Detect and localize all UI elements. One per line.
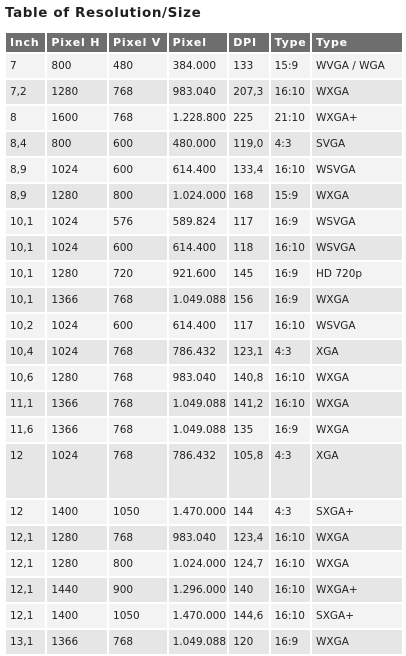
cell-pixel: 480.000 xyxy=(169,132,228,158)
cell-inch: 12,1 xyxy=(6,578,45,604)
cell-inch: 12,1 xyxy=(6,552,45,578)
cell-inch: 11,6 xyxy=(6,418,45,444)
cell-type-ratio: 16:9 xyxy=(271,262,310,288)
cell-inch: 12,1 xyxy=(6,526,45,552)
cell-dpi: 118 xyxy=(229,236,268,262)
cell-pixel: 1.049.088 xyxy=(169,392,228,418)
table-row xyxy=(6,340,402,366)
table-row xyxy=(6,158,402,184)
cell-pixel-v: 600 xyxy=(109,158,167,184)
cell-type-ratio: 16:10 xyxy=(271,552,310,578)
header-type-name: Type xyxy=(312,33,402,54)
table-row xyxy=(6,210,402,236)
cell-type-ratio: 16:10 xyxy=(271,526,310,552)
cell-type-ratio: 4:3 xyxy=(271,340,310,366)
cell-pixel-v: 768 xyxy=(109,340,167,366)
cell-dpi: 145 xyxy=(229,262,268,288)
header-dpi: DPI xyxy=(229,33,268,54)
cell-inch: 8,9 xyxy=(6,158,45,184)
cell-pixel: 589.824 xyxy=(169,210,228,236)
cell-pixel: 614.400 xyxy=(169,314,228,340)
cell-pixel: 983.040 xyxy=(169,80,228,106)
page-title: Table of Resolution/Size xyxy=(5,5,202,21)
cell-type-name: WSVGA xyxy=(312,314,402,340)
cell-pixel-v: 1050 xyxy=(109,604,167,630)
cell-type-name: WXGA xyxy=(312,392,402,418)
cell-dpi: 140 xyxy=(229,578,268,604)
table-row xyxy=(6,526,402,552)
cell-dpi: 117 xyxy=(229,314,268,340)
cell-pixel-v: 800 xyxy=(109,184,167,210)
table-row xyxy=(6,236,402,262)
cell-type-name: WXGA xyxy=(312,80,402,106)
cell-type-ratio: 16:10 xyxy=(271,578,310,604)
cell-type-ratio: 16:9 xyxy=(271,418,310,444)
cell-inch: 13,1 xyxy=(6,630,45,656)
cell-type-name: WXGA+ xyxy=(312,106,402,132)
table-row xyxy=(6,500,402,526)
header-pixel-v: Pixel V xyxy=(109,33,167,54)
cell-type-name: WXGA xyxy=(312,184,402,210)
cell-pixel: 384.000 xyxy=(169,54,228,80)
cell-dpi: 133,4 xyxy=(229,158,268,184)
cell-type-ratio: 4:3 xyxy=(271,444,310,500)
cell-type-name: WSVGA xyxy=(312,236,402,262)
cell-pixel-v: 800 xyxy=(109,552,167,578)
cell-inch: 10,6 xyxy=(6,366,45,392)
cell-pixel-h: 1024 xyxy=(47,314,107,340)
table-body xyxy=(6,54,402,656)
cell-pixel: 1.024.000 xyxy=(169,552,228,578)
cell-pixel-v: 900 xyxy=(109,578,167,604)
cell-pixel-h: 1366 xyxy=(47,630,107,656)
table-row xyxy=(6,132,402,158)
cell-pixel: 921.600 xyxy=(169,262,228,288)
cell-inch: 12,1 xyxy=(6,604,45,630)
cell-pixel: 1.049.088 xyxy=(169,418,228,444)
cell-inch: 11,1 xyxy=(6,392,45,418)
table-header-row xyxy=(6,33,402,54)
header-inch: Inch xyxy=(6,33,45,54)
table-row xyxy=(6,80,402,106)
cell-dpi: 207,3 xyxy=(229,80,268,106)
cell-pixel-v: 600 xyxy=(109,132,167,158)
cell-pixel-h: 1366 xyxy=(47,392,107,418)
cell-pixel-h: 1366 xyxy=(47,418,107,444)
cell-pixel-v: 768 xyxy=(109,418,167,444)
header-pixel-h: Pixel H xyxy=(47,33,107,54)
cell-pixel-h: 1024 xyxy=(47,210,107,236)
table-row xyxy=(6,366,402,392)
cell-type-ratio: 16:10 xyxy=(271,392,310,418)
cell-dpi: 156 xyxy=(229,288,268,314)
cell-pixel-h: 1024 xyxy=(47,340,107,366)
cell-pixel-h: 800 xyxy=(47,132,107,158)
cell-pixel-h: 1600 xyxy=(47,106,107,132)
cell-type-name: WXGA xyxy=(312,552,402,578)
cell-pixel-v: 720 xyxy=(109,262,167,288)
cell-pixel: 786.432 xyxy=(169,340,228,366)
cell-pixel-h: 1280 xyxy=(47,80,107,106)
cell-pixel: 983.040 xyxy=(169,366,228,392)
cell-dpi: 120 xyxy=(229,630,268,656)
table-row xyxy=(6,444,402,500)
cell-inch: 8,4 xyxy=(6,132,45,158)
cell-type-name: SXGA+ xyxy=(312,604,402,630)
cell-inch: 10,1 xyxy=(6,210,45,236)
table-row xyxy=(6,392,402,418)
cell-type-name: HD 720p xyxy=(312,262,402,288)
cell-type-ratio: 15:9 xyxy=(271,184,310,210)
cell-type-ratio: 16:9 xyxy=(271,288,310,314)
cell-pixel: 1.470.000 xyxy=(169,604,228,630)
cell-pixel: 1.228.800 xyxy=(169,106,228,132)
table-row xyxy=(6,54,402,80)
cell-type-name: WSVGA xyxy=(312,158,402,184)
cell-pixel-h: 1366 xyxy=(47,288,107,314)
cell-pixel-v: 600 xyxy=(109,236,167,262)
header-type-ratio: Type xyxy=(271,33,310,54)
cell-dpi: 144,6 xyxy=(229,604,268,630)
table-row xyxy=(6,630,402,656)
cell-dpi: 144 xyxy=(229,500,268,526)
cell-pixel: 1.296.000 xyxy=(169,578,228,604)
cell-pixel-v: 576 xyxy=(109,210,167,236)
cell-pixel-h: 1280 xyxy=(47,184,107,210)
cell-inch: 10,4 xyxy=(6,340,45,366)
cell-type-ratio: 16:9 xyxy=(271,630,310,656)
cell-dpi: 119,0 xyxy=(229,132,268,158)
cell-inch: 12 xyxy=(6,444,45,500)
cell-pixel: 1.470.000 xyxy=(169,500,228,526)
cell-type-ratio: 4:3 xyxy=(271,132,310,158)
cell-type-name: WXGA+ xyxy=(312,578,402,604)
cell-pixel-v: 768 xyxy=(109,80,167,106)
cell-type-name: SXGA+ xyxy=(312,500,402,526)
cell-type-ratio: 16:10 xyxy=(271,158,310,184)
cell-dpi: 225 xyxy=(229,106,268,132)
cell-pixel-v: 768 xyxy=(109,630,167,656)
cell-pixel-h: 1024 xyxy=(47,158,107,184)
cell-inch: 10,2 xyxy=(6,314,45,340)
table-row xyxy=(6,106,402,132)
cell-type-name: WXGA xyxy=(312,288,402,314)
table-row xyxy=(6,604,402,630)
cell-dpi: 135 xyxy=(229,418,268,444)
cell-type-name: XGA xyxy=(312,340,402,366)
table-row xyxy=(6,314,402,340)
cell-pixel: 983.040 xyxy=(169,526,228,552)
header-pixel: Pixel xyxy=(169,33,228,54)
cell-type-ratio: 16:10 xyxy=(271,236,310,262)
cell-type-name: WVGA / WGA xyxy=(312,54,402,80)
cell-pixel-h: 1400 xyxy=(47,500,107,526)
cell-type-ratio: 16:10 xyxy=(271,366,310,392)
resolution-table xyxy=(4,33,404,656)
cell-pixel-v: 480 xyxy=(109,54,167,80)
cell-pixel-v: 768 xyxy=(109,288,167,314)
cell-pixel-v: 768 xyxy=(109,444,167,500)
cell-inch: 7,2 xyxy=(6,80,45,106)
table-row xyxy=(6,262,402,288)
cell-pixel-h: 1024 xyxy=(47,236,107,262)
cell-pixel-v: 768 xyxy=(109,392,167,418)
cell-pixel-v: 768 xyxy=(109,526,167,552)
cell-pixel-h: 1024 xyxy=(47,444,107,500)
cell-pixel: 1.049.088 xyxy=(169,630,228,656)
cell-type-ratio: 16:10 xyxy=(271,80,310,106)
cell-type-ratio: 16:10 xyxy=(271,314,310,340)
cell-pixel-v: 600 xyxy=(109,314,167,340)
cell-type-ratio: 4:3 xyxy=(271,500,310,526)
cell-inch: 8 xyxy=(6,106,45,132)
table-row xyxy=(6,288,402,314)
cell-dpi: 141,2 xyxy=(229,392,268,418)
cell-inch: 7 xyxy=(6,54,45,80)
cell-type-ratio: 15:9 xyxy=(271,54,310,80)
cell-type-name: WSVGA xyxy=(312,210,402,236)
cell-pixel: 786.432 xyxy=(169,444,228,500)
cell-pixel: 614.400 xyxy=(169,158,228,184)
cell-type-name: WXGA xyxy=(312,630,402,656)
cell-inch: 10,1 xyxy=(6,236,45,262)
cell-pixel-h: 800 xyxy=(47,54,107,80)
cell-dpi: 117 xyxy=(229,210,268,236)
cell-type-ratio: 16:10 xyxy=(271,604,310,630)
cell-dpi: 168 xyxy=(229,184,268,210)
cell-pixel-h: 1280 xyxy=(47,526,107,552)
cell-type-ratio: 16:9 xyxy=(271,210,310,236)
cell-pixel-h: 1280 xyxy=(47,552,107,578)
cell-pixel-h: 1280 xyxy=(47,262,107,288)
cell-type-name: WXGA xyxy=(312,418,402,444)
table-row xyxy=(6,578,402,604)
cell-dpi: 123,4 xyxy=(229,526,268,552)
table-row xyxy=(6,184,402,210)
cell-pixel-v: 1050 xyxy=(109,500,167,526)
cell-pixel-v: 768 xyxy=(109,366,167,392)
cell-pixel-h: 1440 xyxy=(47,578,107,604)
cell-pixel: 1.049.088 xyxy=(169,288,228,314)
table-row xyxy=(6,418,402,444)
cell-dpi: 123,1 xyxy=(229,340,268,366)
cell-type-name: WXGA xyxy=(312,526,402,552)
cell-inch: 12 xyxy=(6,500,45,526)
cell-pixel-h: 1280 xyxy=(47,366,107,392)
cell-type-ratio: 21:10 xyxy=(271,106,310,132)
cell-pixel: 614.400 xyxy=(169,236,228,262)
cell-dpi: 105,8 xyxy=(229,444,268,500)
cell-dpi: 124,7 xyxy=(229,552,268,578)
cell-type-name: SVGA xyxy=(312,132,402,158)
cell-type-name: WXGA xyxy=(312,366,402,392)
table-row xyxy=(6,552,402,578)
cell-dpi: 133 xyxy=(229,54,268,80)
cell-inch: 8,9 xyxy=(6,184,45,210)
cell-pixel: 1.024.000 xyxy=(169,184,228,210)
cell-type-name: XGA xyxy=(312,444,402,500)
cell-pixel-v: 768 xyxy=(109,106,167,132)
cell-dpi: 140,8 xyxy=(229,366,268,392)
cell-inch: 10,1 xyxy=(6,262,45,288)
cell-pixel-h: 1400 xyxy=(47,604,107,630)
cell-inch: 10,1 xyxy=(6,288,45,314)
